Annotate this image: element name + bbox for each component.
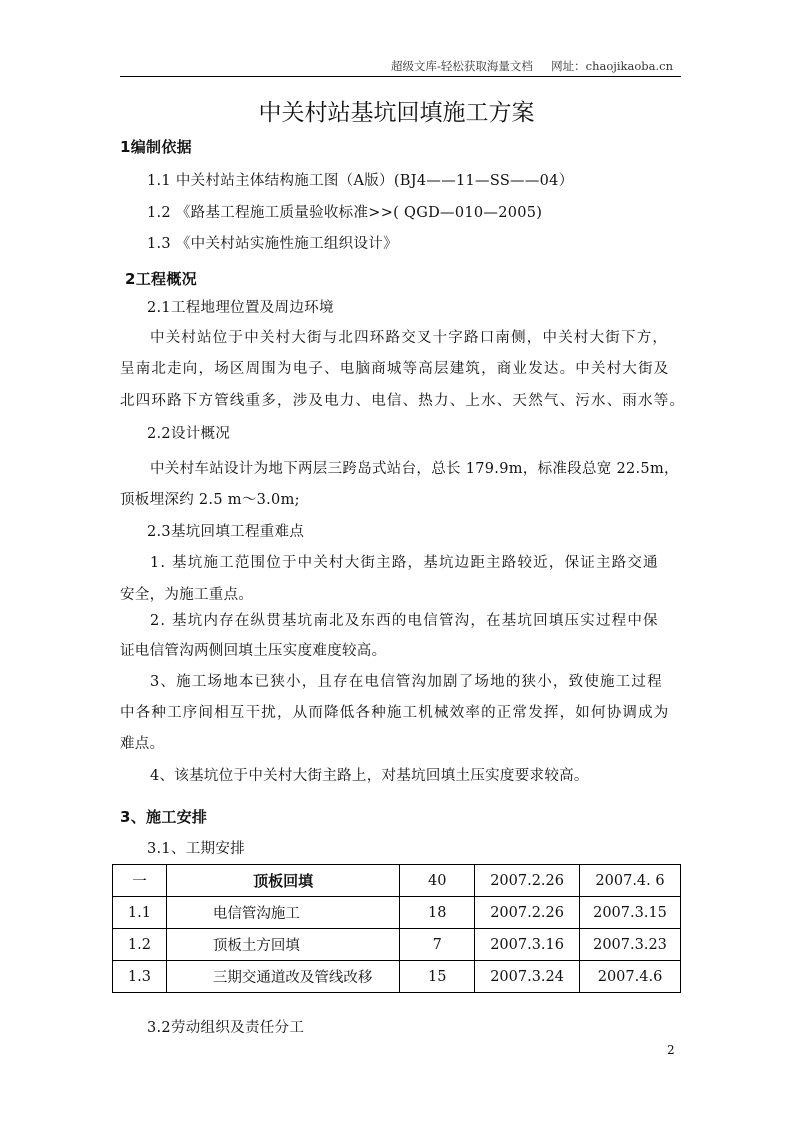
paragraph-line: 1. 基坑施工范围位于中关村大街主路，基坑边距主路较近，保证主路交通 bbox=[150, 555, 659, 571]
table-cell: 顶板回填 bbox=[166, 865, 399, 897]
subheading: 2.3基坑回填工程重难点 bbox=[147, 524, 305, 540]
table-cell: 2007.3.24 bbox=[475, 961, 580, 993]
table-cell: 2007.3.16 bbox=[475, 929, 580, 961]
section-heading: 2工程概况 bbox=[125, 270, 197, 288]
table-cell: 1.1 bbox=[113, 897, 167, 929]
paragraph-line: 2. 基坑内存在纵贯基坑南北及东西的电信管沟，在基坑回填压实过程中保 bbox=[150, 613, 659, 629]
list-item: 1.2 《路基工程施工质量验收标准>>( QGD—010—2005) bbox=[147, 205, 543, 221]
table-cell: 2007.2.26 bbox=[475, 865, 580, 897]
subheading: 2.2设计概况 bbox=[147, 426, 231, 442]
table-cell: 7 bbox=[400, 929, 475, 961]
table-row bbox=[113, 929, 681, 961]
table-cell: 1.3 bbox=[113, 961, 167, 993]
paragraph-line: 安全，为施工重点。 bbox=[120, 587, 254, 603]
subheading: 3.1、工期安排 bbox=[147, 841, 245, 857]
schedule-table bbox=[112, 864, 681, 993]
paragraph-line: 顶板埋深约 2.5 m～3.0m; bbox=[120, 492, 300, 508]
table-cell: 15 bbox=[400, 961, 475, 993]
table-cell: 2007.4. 6 bbox=[580, 865, 681, 897]
paragraph-line: 北四环路下方管线重多，涉及电力、电信、热力、上水、天然气、污水、雨水等。 bbox=[120, 393, 686, 409]
paragraph-line: 3、施工场地本已狭小，且存在电信管沟加剧了场地的狭小，致使施工过程 bbox=[150, 674, 663, 690]
page-number: 2 bbox=[667, 1043, 675, 1057]
paragraph-line: 证电信管沟两侧回填土压实度难度较高。 bbox=[120, 643, 387, 659]
subheading: 3.2劳动组织及责任分工 bbox=[147, 1020, 305, 1036]
table-row bbox=[113, 897, 681, 929]
paragraph-line: 中关村站位于中关村大街与北四环路交叉十字路口南侧，中关村大街下方， bbox=[150, 330, 669, 346]
header-rule bbox=[120, 76, 681, 77]
section-heading: 3、施工安排 bbox=[120, 808, 208, 826]
paragraph-line: 4、该基坑位于中关村大街主路上，对基坑回填土压实度要求较高。 bbox=[150, 768, 589, 784]
table-row bbox=[113, 865, 681, 897]
paragraph-line: 难点。 bbox=[120, 736, 165, 752]
paragraph-line: 呈南北走向，场区周围为电子、电脑商城等高层建筑，商业发达。中关村大街及 bbox=[120, 361, 670, 377]
table-row bbox=[113, 961, 681, 993]
table-cell: 2007.3.23 bbox=[580, 929, 681, 961]
page-header: 超级文库-轻松获取海量文档 网址：chaojikaoba.cn bbox=[390, 59, 673, 73]
table-cell: 三期交通道改及管线改移 bbox=[166, 961, 399, 993]
table-cell: 2007.3.15 bbox=[580, 897, 681, 929]
table-cell: 顶板土方回填 bbox=[166, 929, 399, 961]
table-cell: 电信管沟施工 bbox=[166, 897, 399, 929]
table-cell: 一 bbox=[113, 865, 167, 897]
table-cell: 1.2 bbox=[113, 929, 167, 961]
table-cell: 2007.2.26 bbox=[475, 897, 580, 929]
section-heading: 1编制依据 bbox=[120, 138, 192, 156]
subheading: 2.1工程地理位置及周边环境 bbox=[147, 300, 334, 316]
table-cell: 18 bbox=[400, 897, 475, 929]
paragraph-line: 中各种工序间相互干扰，从而降低各种施工机械效率的正常发挥，如何协调成为 bbox=[120, 705, 670, 721]
table-cell: 40 bbox=[400, 865, 475, 897]
table-cell: 2007.4.6 bbox=[580, 961, 681, 993]
list-item: 1.1 中关村站主体结构施工图（A版）(BJ4——11—SS——04） bbox=[147, 173, 574, 189]
document-title: 中关村站基坑回填施工方案 bbox=[258, 100, 535, 126]
list-item: 1.3 《中关村站实施性施工组织设计》 bbox=[147, 236, 398, 252]
paragraph-line: 中关村车站设计为地下两层三跨岛式站台，总长 179.9m，标准段总宽 22.5m， bbox=[150, 461, 679, 477]
